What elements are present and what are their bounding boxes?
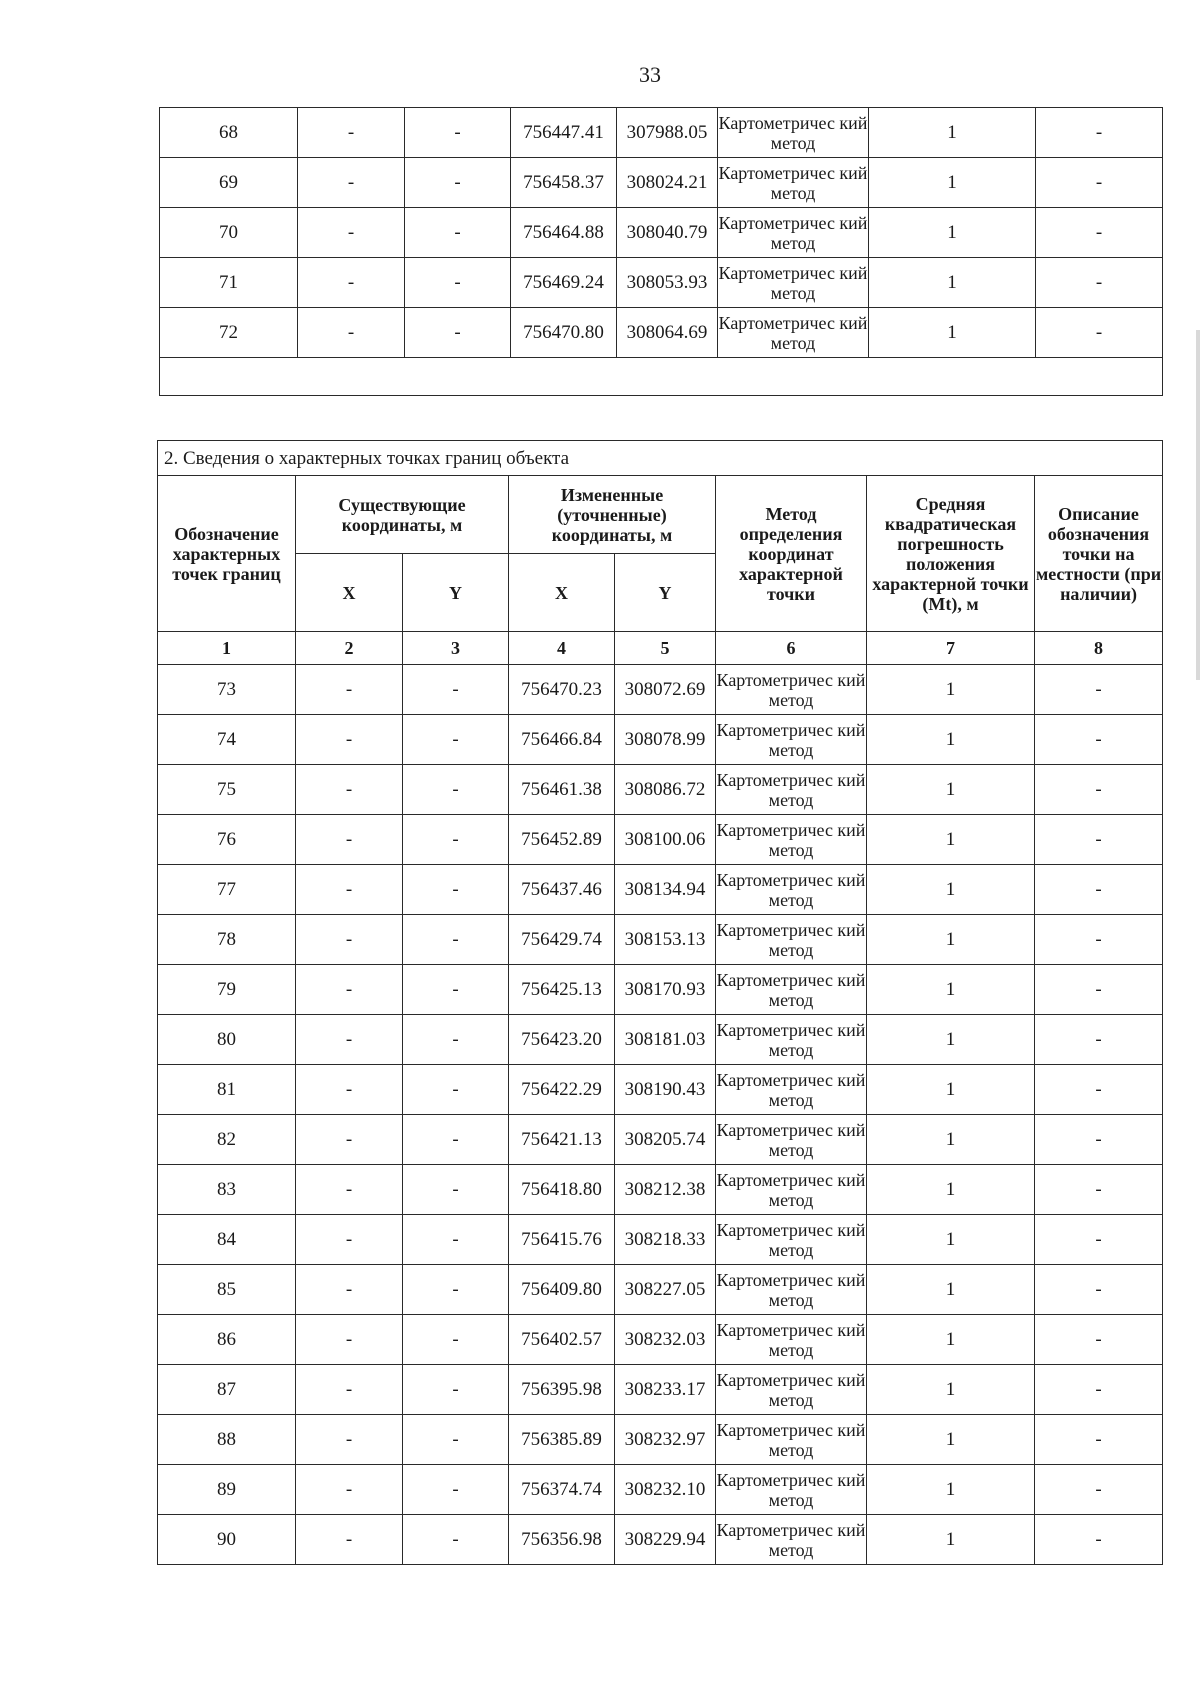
table-row [158,1315,1163,1365]
x-existing-cell: - [298,308,405,358]
point-cell: 68 [160,108,298,158]
header-method: Метод определения координат характерной точки [716,476,867,632]
x-changed-cell: 756409.80 [509,1265,615,1315]
mt-cell: 1 [867,715,1035,765]
method-cell: Картометричес кий метод [718,208,869,258]
y-existing-cell: - [405,308,511,358]
mt-cell: 1 [867,1215,1035,1265]
x-existing-cell: - [296,765,403,815]
continuation-table [159,107,1163,396]
y-changed-cell: 308100.06 [615,815,716,865]
point-cell: 77 [158,865,296,915]
y-changed-cell: 308232.10 [615,1465,716,1515]
method-cell: Картометричес кий метод [716,715,867,765]
mt-cell: 1 [867,1015,1035,1065]
column-numbers-row [158,632,1163,665]
point-cell: 78 [158,915,296,965]
header-x-changed: X [509,554,615,632]
x-existing-cell: - [296,1465,403,1515]
x-existing-cell: - [296,1215,403,1265]
y-existing-cell: - [405,208,511,258]
mt-cell: 1 [869,258,1036,308]
y-existing-cell: - [403,1215,509,1265]
method-cell: Картометричес кий метод [716,1015,867,1065]
y-changed-cell: 307988.05 [617,108,718,158]
x-existing-cell: - [296,815,403,865]
table-row [158,915,1163,965]
y-existing-cell: - [403,765,509,815]
table-row [158,1465,1163,1515]
y-existing-cell: - [403,915,509,965]
table-row [158,1365,1163,1415]
x-changed-cell: 756470.80 [511,308,617,358]
x-existing-cell: - [296,1515,403,1565]
point-cell: 81 [158,1065,296,1115]
y-existing-cell: - [403,965,509,1015]
table-row [158,1215,1163,1265]
x-changed-cell: 756418.80 [509,1165,615,1215]
y-existing-cell: - [403,1265,509,1315]
method-cell: Картометричес кий метод [716,965,867,1015]
x-changed-cell: 756421.13 [509,1115,615,1165]
point-cell: 90 [158,1515,296,1565]
description-cell: - [1035,1065,1163,1115]
x-existing-cell: - [296,1265,403,1315]
header-changed: Измененные (уточненные) координаты, м [509,476,716,554]
table-row [158,665,1163,715]
description-cell: - [1035,765,1163,815]
x-existing-cell: - [298,158,405,208]
y-existing-cell: - [403,1315,509,1365]
table-row [158,1015,1163,1065]
y-changed-cell: 308190.43 [615,1065,716,1115]
x-changed-cell: 756395.98 [509,1365,615,1415]
method-cell: Картометричес кий метод [716,1515,867,1565]
y-changed-cell: 308053.93 [617,258,718,308]
header-description: Описание обозначения точки на местности (при наличии) [1035,476,1163,632]
y-existing-cell: - [403,1165,509,1215]
y-existing-cell: - [403,815,509,865]
column-number: 7 [867,632,1035,665]
description-cell: - [1035,1415,1163,1465]
table-row [158,1065,1163,1115]
table-row [160,208,1163,258]
header-mt: Средняя квадратическая погрешность положения характерной точки (Mt), м [867,476,1035,632]
point-cell: 89 [158,1465,296,1515]
method-cell: Картометричес кий метод [716,1315,867,1365]
description-cell: - [1035,1515,1163,1565]
mt-cell: 1 [867,1315,1035,1365]
table-row [158,815,1163,865]
description-cell: - [1036,208,1163,258]
y-existing-cell: - [405,108,511,158]
method-cell: Картометричес кий метод [716,865,867,915]
point-cell: 80 [158,1015,296,1065]
x-existing-cell: - [296,1115,403,1165]
boundary-points-table-body [158,441,1163,1565]
column-number: 3 [403,632,509,665]
x-existing-cell: - [296,865,403,915]
point-cell: 86 [158,1315,296,1365]
x-changed-cell: 756469.24 [511,258,617,308]
x-changed-cell: 756402.57 [509,1315,615,1365]
description-cell: - [1035,1465,1163,1515]
x-changed-cell: 756429.74 [509,915,615,965]
mt-cell: 1 [867,915,1035,965]
y-changed-cell: 308229.94 [615,1515,716,1565]
table-row [158,865,1163,915]
description-cell: - [1036,308,1163,358]
mt-cell: 1 [867,965,1035,1015]
column-number: 1 [158,632,296,665]
point-cell: 70 [160,208,298,258]
x-existing-cell: - [296,915,403,965]
table-row [160,158,1163,208]
y-existing-cell: - [403,1065,509,1115]
y-changed-cell: 308024.21 [617,158,718,208]
table-row [158,1165,1163,1215]
y-changed-cell: 308153.13 [615,915,716,965]
x-existing-cell: - [296,1365,403,1415]
continuation-table-body [160,108,1163,396]
section-title-row [158,441,1163,476]
description-cell: - [1035,1215,1163,1265]
point-cell: 74 [158,715,296,765]
point-cell: 85 [158,1265,296,1315]
table-row [160,108,1163,158]
table-row [158,1415,1163,1465]
x-changed-cell: 756374.74 [509,1465,615,1515]
y-changed-cell: 308086.72 [615,765,716,815]
point-cell: 88 [158,1415,296,1465]
header-existing: Существующие координаты, м [296,476,509,554]
y-changed-cell: 308212.38 [615,1165,716,1215]
method-cell: Картометричес кий метод [718,308,869,358]
point-cell: 79 [158,965,296,1015]
point-cell: 84 [158,1215,296,1265]
x-changed-cell: 756385.89 [509,1415,615,1465]
mt-cell: 1 [867,1115,1035,1165]
method-cell: Картометричес кий метод [718,258,869,308]
point-cell: 72 [160,308,298,358]
description-cell: - [1035,815,1163,865]
y-changed-cell: 308040.79 [617,208,718,258]
table-row [158,1265,1163,1315]
y-changed-cell: 308218.33 [615,1215,716,1265]
x-existing-cell: - [296,1065,403,1115]
point-cell: 71 [160,258,298,308]
header-point: Обозначение характерных точек границ [158,476,296,632]
mt-cell: 1 [867,1365,1035,1415]
mt-cell: 1 [867,865,1035,915]
x-changed-cell: 756452.89 [509,815,615,865]
point-cell: 87 [158,1365,296,1415]
x-changed-cell: 756464.88 [511,208,617,258]
mt-cell: 1 [869,108,1036,158]
table-row [158,1515,1163,1565]
mt-cell: 1 [867,1165,1035,1215]
mt-cell: 1 [867,1265,1035,1315]
point-cell: 75 [158,765,296,815]
description-cell: - [1035,665,1163,715]
description-cell: - [1035,1315,1163,1365]
header-y-changed: Y [615,554,716,632]
description-cell: - [1035,865,1163,915]
mt-cell: 1 [867,1465,1035,1515]
description-cell: - [1035,915,1163,965]
description-cell: - [1036,108,1163,158]
mt-cell: 1 [867,765,1035,815]
x-changed-cell: 756458.37 [511,158,617,208]
method-cell: Картометричес кий метод [716,1115,867,1165]
method-cell: Картометричес кий метод [716,1465,867,1515]
method-cell: Картометричес кий метод [718,108,869,158]
y-changed-cell: 308181.03 [615,1015,716,1065]
table-row [158,965,1163,1015]
method-cell: Картометричес кий метод [716,1215,867,1265]
x-existing-cell: - [296,1165,403,1215]
method-cell: Картометричес кий метод [716,1415,867,1465]
x-changed-cell: 756422.29 [509,1065,615,1115]
point-cell: 73 [158,665,296,715]
method-cell: Картометричес кий метод [718,158,869,208]
point-cell: 83 [158,1165,296,1215]
description-cell: - [1035,1015,1163,1065]
x-changed-cell: 756423.20 [509,1015,615,1065]
y-existing-cell: - [405,258,511,308]
boundary-points-table [157,440,1163,1565]
x-existing-cell: - [298,258,405,308]
point-cell: 76 [158,815,296,865]
column-number: 8 [1035,632,1163,665]
description-cell: - [1035,1165,1163,1215]
table-row [158,715,1163,765]
x-changed-cell: 756461.38 [509,765,615,815]
header-row [158,476,1163,554]
y-existing-cell: - [403,665,509,715]
blank-cell [160,358,1163,396]
x-changed-cell: 756466.84 [509,715,615,765]
x-changed-cell: 756447.41 [511,108,617,158]
y-changed-cell: 308232.03 [615,1315,716,1365]
y-existing-cell: - [403,1515,509,1565]
y-existing-cell: - [403,1365,509,1415]
table-row [158,765,1163,815]
header-x-existing: X [296,554,403,632]
y-changed-cell: 308134.94 [615,865,716,915]
x-changed-cell: 756425.13 [509,965,615,1015]
method-cell: Картометричес кий метод [716,1165,867,1215]
mt-cell: 1 [867,815,1035,865]
method-cell: Картометричес кий метод [716,1365,867,1415]
column-number: 2 [296,632,403,665]
x-changed-cell: 756415.76 [509,1215,615,1265]
y-existing-cell: - [403,1115,509,1165]
blank-row [160,358,1163,396]
section-title: 2. Сведения о характерных точках границ объекта [158,441,1163,476]
method-cell: Картометричес кий метод [716,915,867,965]
x-existing-cell: - [296,965,403,1015]
x-existing-cell: - [296,1315,403,1365]
y-existing-cell: - [403,1415,509,1465]
y-existing-cell: - [403,1015,509,1065]
method-cell: Картометричес кий метод [716,815,867,865]
y-changed-cell: 308233.17 [615,1365,716,1415]
y-changed-cell: 308170.93 [615,965,716,1015]
method-cell: Картометричес кий метод [716,1065,867,1115]
y-changed-cell: 308205.74 [615,1115,716,1165]
table-row [160,258,1163,308]
mt-cell: 1 [867,1065,1035,1115]
x-existing-cell: - [298,208,405,258]
method-cell: Картометричес кий метод [716,765,867,815]
page-number: 33 [639,62,661,87]
column-number: 4 [509,632,615,665]
x-existing-cell: - [296,1415,403,1465]
mt-cell: 1 [867,1515,1035,1565]
scan-edge [1196,330,1200,680]
y-existing-cell: - [403,865,509,915]
table-row [158,1115,1163,1165]
mt-cell: 1 [869,158,1036,208]
description-cell: - [1035,965,1163,1015]
description-cell: - [1035,715,1163,765]
column-number: 5 [615,632,716,665]
column-number: 6 [716,632,867,665]
mt-cell: 1 [869,308,1036,358]
y-changed-cell: 308064.69 [617,308,718,358]
x-changed-cell: 756437.46 [509,865,615,915]
description-cell: - [1035,1365,1163,1415]
x-changed-cell: 756356.98 [509,1515,615,1565]
y-existing-cell: - [403,715,509,765]
header-y-existing: Y [403,554,509,632]
y-changed-cell: 308078.99 [615,715,716,765]
y-changed-cell: 308227.05 [615,1265,716,1315]
x-existing-cell: - [298,108,405,158]
x-existing-cell: - [296,1015,403,1065]
mt-cell: 1 [867,1415,1035,1465]
table-row [160,308,1163,358]
x-existing-cell: - [296,665,403,715]
description-cell: - [1035,1115,1163,1165]
x-changed-cell: 756470.23 [509,665,615,715]
y-existing-cell: - [403,1465,509,1515]
description-cell: - [1036,258,1163,308]
description-cell: - [1036,158,1163,208]
y-changed-cell: 308072.69 [615,665,716,715]
method-cell: Картометричес кий метод [716,1265,867,1315]
point-cell: 69 [160,158,298,208]
y-changed-cell: 308232.97 [615,1415,716,1465]
method-cell: Картометричес кий метод [716,665,867,715]
x-existing-cell: - [296,715,403,765]
y-existing-cell: - [405,158,511,208]
point-cell: 82 [158,1115,296,1165]
mt-cell: 1 [867,665,1035,715]
description-cell: - [1035,1265,1163,1315]
mt-cell: 1 [869,208,1036,258]
